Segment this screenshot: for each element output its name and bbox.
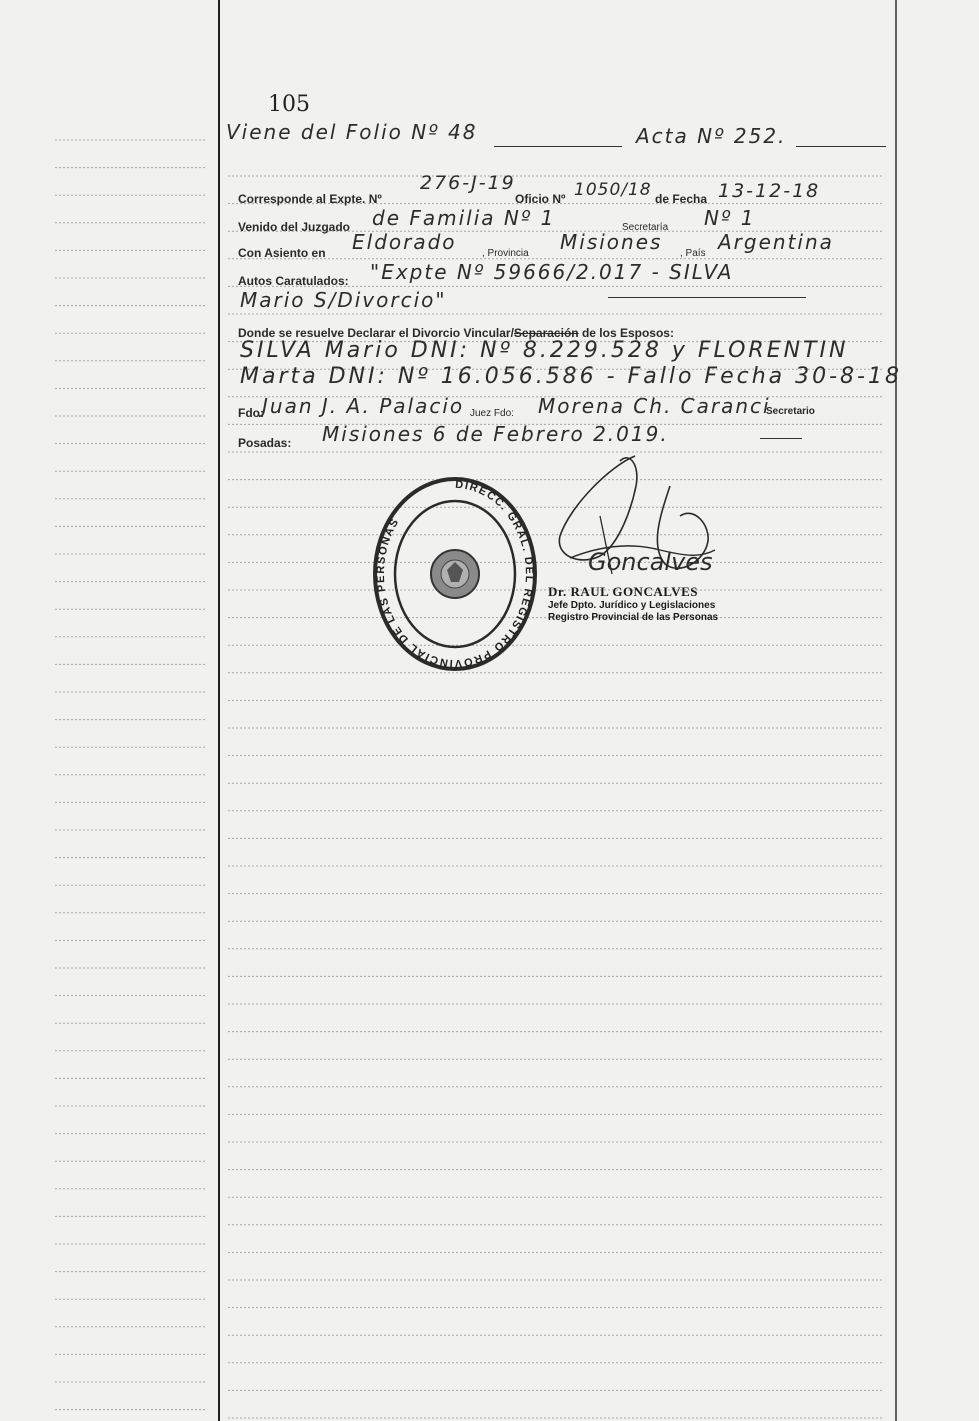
autos-value-line2: Mario S/Divorcio"	[240, 288, 447, 312]
donde-label-text: Donde se resuelve Declarar el Divorcio Vincular/	[238, 326, 514, 340]
signer-title: Jefe Dpto. Jurídico y Legislaciones	[548, 600, 716, 611]
pais-label: , País	[680, 248, 706, 259]
provincia-value: Misiones	[560, 230, 663, 254]
juzgado-value: de Familia Nº 1	[372, 206, 556, 230]
expte-label: Corresponde al Expte. Nº	[238, 192, 382, 206]
svg-text:DIRECC. GRAL. DEL REGISTRO PRO: DIRECC. GRAL. DEL REGISTRO PROVINCIAL DE LAS PERSONAS	[374, 478, 536, 670]
secretaria-label: Secretaría	[622, 222, 669, 233]
signer-name: Dr. RAUL GONCALVES	[548, 584, 698, 599]
signer-office: Registro Provincial de las Personas	[548, 612, 719, 623]
expte-value: 276-J-19	[420, 172, 516, 194]
acta-number: Acta Nº 252.	[636, 124, 787, 148]
secretaria-value: Nº 1	[704, 206, 756, 230]
viene-del-folio: Viene del Folio Nº 48	[226, 120, 478, 144]
separacion-struck: Separación	[513, 326, 579, 340]
fdo-label: Fdo:	[238, 406, 264, 420]
header-underline	[494, 146, 622, 147]
folio-number: 105	[268, 92, 310, 117]
esposos-line2: Marta DNI: Nº 16.056.586 - Fallo Fecha 30-8-18	[240, 364, 902, 389]
official-stamp	[370, 474, 540, 674]
autos-label: Autos Caratulados:	[238, 274, 349, 288]
pais-value: Argentina	[718, 230, 834, 254]
posadas-underline	[760, 438, 802, 439]
posadas-date: Misiones 6 de Febrero 2.019.	[322, 422, 669, 446]
fecha-value: 13-12-18	[718, 180, 821, 202]
fecha-label: de Fecha	[655, 192, 708, 206]
juez-value: Juan J. A. Palacio	[262, 394, 465, 418]
posadas-label: Posadas:	[238, 436, 292, 450]
oficio-value: 1050/18	[574, 180, 652, 200]
esposos-line1: SILVA Mario DNI: Nº 8.229.528 y FLORENTIN	[240, 338, 849, 363]
esposos-label-text: de los Esposos:	[578, 326, 674, 340]
provincia-label: , Provincia	[482, 248, 529, 259]
asiento-value: Eldorado	[352, 230, 457, 254]
oficio-label: Oficio Nº	[515, 192, 566, 206]
acta-underline	[796, 146, 886, 147]
asiento-label: Con Asiento en	[238, 246, 326, 260]
signature-block	[548, 584, 788, 624]
autos-value-line1: "Expte Nº 59666/2.017 - SILVA	[370, 260, 734, 284]
juez-label: Juez Fdo:	[470, 408, 514, 419]
secretario-value: Morena Ch. Caranci	[538, 394, 771, 418]
autos-underline	[608, 297, 806, 298]
secretario-label: Secretario	[766, 406, 815, 417]
juzgado-label: Venido del Juzgado	[238, 220, 351, 234]
signature-handwritten: Goncalves	[588, 548, 713, 576]
